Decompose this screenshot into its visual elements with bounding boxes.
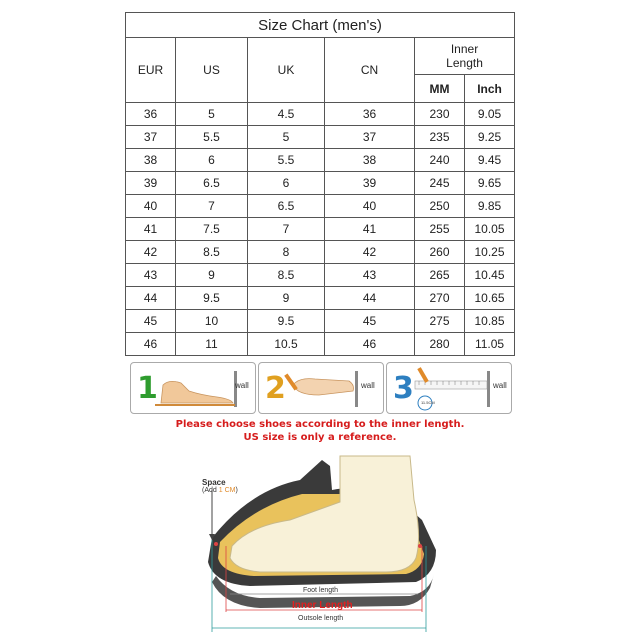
table-row: [126, 103, 515, 126]
step-3-number: 3: [393, 371, 414, 406]
cell-mm: 245: [415, 172, 465, 195]
cell-mm: 280: [415, 333, 465, 356]
cell-uk: 8: [248, 241, 325, 264]
space-add-suffix: ): [235, 487, 238, 494]
notice-line-2: US size is only a reference.: [243, 432, 397, 443]
cell-uk: 7: [248, 218, 325, 241]
step-3-wall-label: wall: [493, 381, 507, 390]
table-row: [126, 218, 515, 241]
cell-us: 6.5: [176, 172, 248, 195]
cell-inch: 9.65: [465, 172, 515, 195]
outsole-length-label: Outsole length: [298, 615, 344, 622]
cell-mm: 265: [415, 264, 465, 287]
header-mm: MM: [415, 75, 465, 103]
cell-uk: 5: [248, 126, 325, 149]
cell-us: 6: [176, 149, 248, 172]
cell-us: 8.5: [176, 241, 248, 264]
cell-eur: 46: [126, 333, 176, 356]
cell-us: 7: [176, 195, 248, 218]
cell-cn: 46: [325, 333, 415, 356]
step-1-number: 1: [137, 371, 158, 406]
step-1-panel: [130, 362, 256, 414]
cell-cn: 43: [325, 264, 415, 287]
space-add-prefix: (Add: [202, 487, 219, 494]
cell-mm: 270: [415, 287, 465, 310]
cell-cn: 39: [325, 172, 415, 195]
step-3-ruler-value: 11.5CM: [421, 400, 435, 405]
header-cn: CN: [325, 38, 415, 103]
table-row: [126, 333, 515, 356]
table-row: [126, 149, 515, 172]
cell-eur: 39: [126, 172, 176, 195]
cell-uk: 9: [248, 287, 325, 310]
cell-mm: 250: [415, 195, 465, 218]
cell-inch: 10.65: [465, 287, 515, 310]
size-chart-title: Size Chart (men's): [126, 13, 515, 38]
cell-inch: 9.25: [465, 126, 515, 149]
cell-cn: 38: [325, 149, 415, 172]
cell-cn: 40: [325, 195, 415, 218]
cell-mm: 260: [415, 241, 465, 264]
cell-us: 9: [176, 264, 248, 287]
cell-inch: 9.85: [465, 195, 515, 218]
cell-us: 10: [176, 310, 248, 333]
space-add-value: 1 CM: [218, 487, 236, 494]
step-3-panel: [386, 362, 512, 414]
cell-us: 11: [176, 333, 248, 356]
cell-us: 9.5: [176, 287, 248, 310]
table-row: [126, 264, 515, 287]
header-inner-line1: Inner: [450, 42, 479, 56]
cell-us: 5: [176, 103, 248, 126]
cell-cn: 45: [325, 310, 415, 333]
cell-us: 7.5: [176, 218, 248, 241]
cell-inch: 10.85: [465, 310, 515, 333]
header-uk: UK: [248, 38, 325, 103]
cell-inch: 10.25: [465, 241, 515, 264]
header-inner-line2: Length: [446, 56, 483, 70]
cell-eur: 45: [126, 310, 176, 333]
cell-eur: 37: [126, 126, 176, 149]
cell-mm: 230: [415, 103, 465, 126]
cell-mm: 275: [415, 310, 465, 333]
cell-eur: 44: [126, 287, 176, 310]
foot-length-label: Foot length: [303, 587, 339, 594]
space-add-note: [202, 487, 238, 494]
cell-uk: 6.5: [248, 195, 325, 218]
cell-uk: 5.5: [248, 149, 325, 172]
cell-mm: 240: [415, 149, 465, 172]
table-row: [126, 126, 515, 149]
header-inner-length: [415, 38, 515, 75]
cell-eur: 40: [126, 195, 176, 218]
cell-uk: 9.5: [248, 310, 325, 333]
cell-eur: 38: [126, 149, 176, 172]
cell-cn: 41: [325, 218, 415, 241]
size-chart-table: [125, 12, 514, 355]
cell-eur: 36: [126, 103, 176, 126]
cell-uk: 8.5: [248, 264, 325, 287]
cell-eur: 42: [126, 241, 176, 264]
step-2-wall-label: wall: [361, 381, 375, 390]
cell-cn: 42: [325, 241, 415, 264]
cell-uk: 10.5: [248, 333, 325, 356]
cell-cn: 37: [325, 126, 415, 149]
cell-uk: 4.5: [248, 103, 325, 126]
cell-inch: 9.05: [465, 103, 515, 126]
header-inch: Inch: [465, 75, 515, 103]
cell-inch: 10.05: [465, 218, 515, 241]
inner-length-label: Inner Length: [292, 600, 353, 611]
header-us: US: [176, 38, 248, 103]
cell-uk: 6: [248, 172, 325, 195]
table-row: [126, 172, 515, 195]
table-row: [126, 195, 515, 218]
foot-in-shoe-diagram: [190, 450, 450, 636]
cell-inch: 9.45: [465, 149, 515, 172]
cell-mm: 255: [415, 218, 465, 241]
step-2-panel: [258, 362, 384, 414]
header-eur: EUR: [126, 38, 176, 103]
cell-eur: 41: [126, 218, 176, 241]
space-title: Space: [202, 478, 226, 487]
table-row: [126, 287, 515, 310]
cell-cn: 44: [325, 287, 415, 310]
step-2-number: 2: [265, 371, 286, 406]
table-row: [126, 241, 515, 264]
cell-cn: 36: [325, 103, 415, 126]
notice-line-1: Please choose shoes according to the inner length.: [175, 419, 465, 430]
space-label-group: [202, 478, 238, 494]
cell-us: 5.5: [176, 126, 248, 149]
table-row: [126, 310, 515, 333]
step-1-wall-label: wall: [235, 381, 249, 390]
cell-inch: 11.05: [465, 333, 515, 356]
cell-inch: 10.45: [465, 264, 515, 287]
cell-mm: 235: [415, 126, 465, 149]
cell-eur: 43: [126, 264, 176, 287]
